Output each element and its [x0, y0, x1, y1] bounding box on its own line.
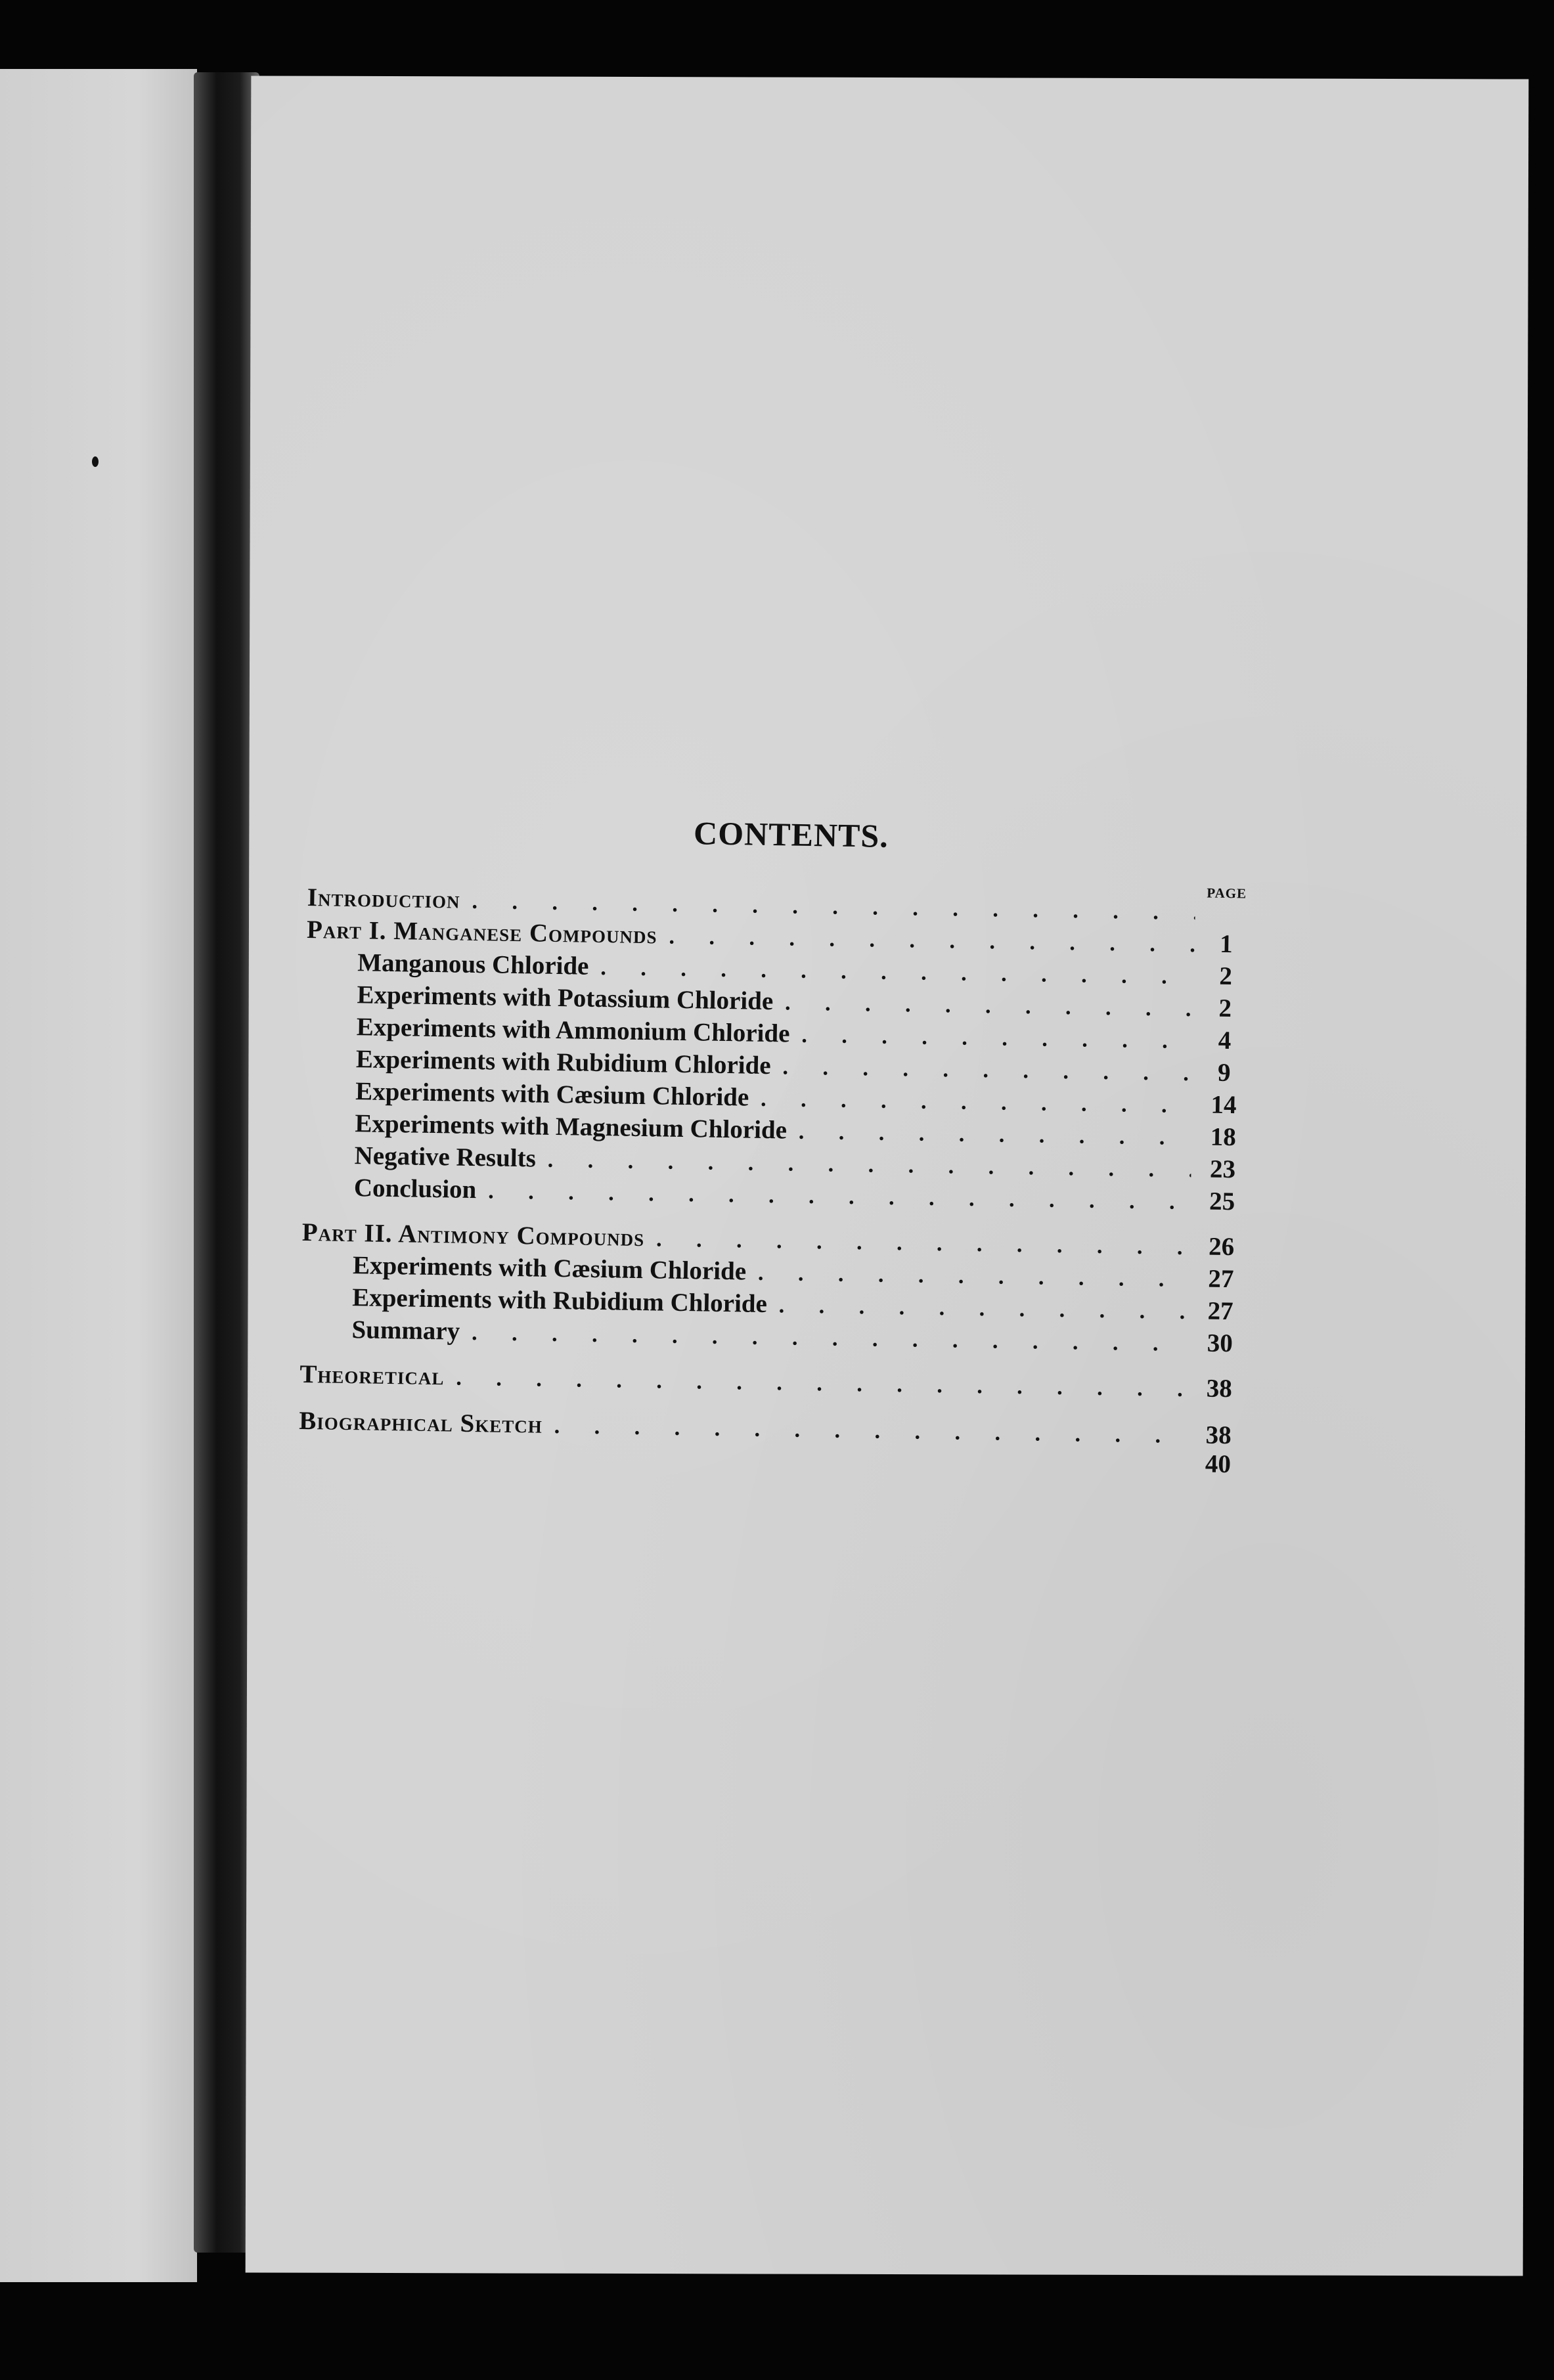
entry-page: 25: [1209, 1187, 1235, 1216]
entry-page: 38: [1205, 1421, 1232, 1450]
entry-page: 27: [1207, 1296, 1233, 1326]
entry-label: Experiments with Rubidium Chloride: [351, 1283, 768, 1319]
entry-label: Negative Results: [354, 1141, 537, 1173]
entry-label: Conclusion: [353, 1174, 477, 1204]
entry-label: Theoretical: [300, 1359, 445, 1391]
contents-title: CONTENTS.: [693, 814, 889, 854]
entry-label: Manganous Chloride: [357, 948, 589, 981]
leader-dots: [785, 992, 1194, 1021]
leader-dots: [782, 1056, 1193, 1085]
entry-label: Experiments with Ammonium Chloride: [356, 1013, 790, 1048]
entry-page: 30: [1207, 1329, 1233, 1358]
toc-entry-theoretical: [300, 1358, 1239, 1405]
entry-page: 18: [1210, 1122, 1237, 1152]
left-page: [0, 69, 197, 2282]
entry-label: Experiments with Rubidium Chloride: [355, 1045, 771, 1080]
leader-dots: [758, 1262, 1189, 1291]
entry-page: 1: [1219, 929, 1233, 959]
leader-dots: [779, 1294, 1189, 1323]
leader-dots: [669, 926, 1195, 957]
entry-label: Experiments with Magnesium Chloride: [355, 1109, 788, 1145]
entry-page: 9: [1217, 1058, 1231, 1088]
entry-page: 38: [1206, 1374, 1233, 1403]
ink-speck: [92, 456, 99, 467]
entry-page: 23: [1209, 1155, 1236, 1184]
entry-label: Experiments with Cæsium Chloride: [352, 1251, 747, 1286]
leader-dots: [801, 1025, 1193, 1053]
entry-label: Introduction: [307, 883, 460, 914]
leader-dots: [472, 1322, 1189, 1355]
entry-label: Biographical Sketch: [298, 1406, 543, 1439]
entry-page: 26: [1208, 1232, 1235, 1262]
page-column-header: PAGE: [1207, 885, 1247, 902]
entry-page: 2: [1218, 994, 1232, 1023]
leader-dots: [456, 1367, 1188, 1401]
table-of-contents: [298, 808, 1247, 1478]
entry-label: Experiments with Cæsium Chloride: [355, 1077, 749, 1112]
entry-page: 2: [1219, 961, 1233, 991]
leader-dots: [761, 1088, 1192, 1117]
entry-label: Part I. Manganese Compounds: [306, 915, 657, 950]
entry-page: 14: [1210, 1090, 1237, 1120]
entry-page: 40: [1205, 1449, 1232, 1479]
entry-label: Experiments with Potassium Chloride: [357, 981, 774, 1016]
leader-dots: [799, 1121, 1192, 1149]
entry-label: Part II. Antimony Compounds: [301, 1218, 645, 1252]
leader-dots: [656, 1228, 1190, 1259]
entry-label: Summary: [351, 1315, 460, 1346]
entry-page: 4: [1218, 1026, 1232, 1055]
leader-dots: [488, 1180, 1191, 1214]
entry-page: 27: [1208, 1264, 1234, 1294]
